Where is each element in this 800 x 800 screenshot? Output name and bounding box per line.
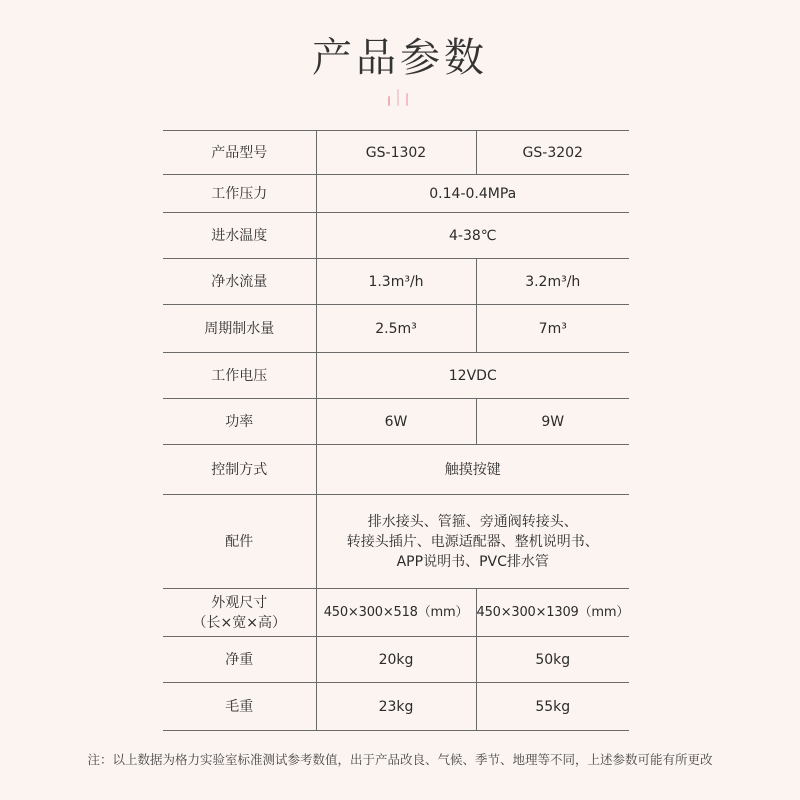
table-row-power [163,399,629,445]
table-row-size [163,589,629,637]
table-row-gross-weight [163,683,629,731]
decoration-bar [388,96,390,106]
size-b-text: 450×300×1309（mm） [476,605,630,620]
size-a-text: 450×300×518（mm） [323,605,469,620]
row-label-pressure: 工作压力 [163,175,316,213]
row-label-cycle: 周期制水量 [163,305,316,353]
flow-b-value: 3.2m³/h [476,259,629,305]
accessories-line: 转接头插片、电源适配器、整机说明书、 [346,533,599,550]
accessories-line: 排水接头、管箍、旁通阀转接头、 [367,513,578,530]
row-label-control: 控制方式 [163,445,316,495]
table-row-net-weight [163,637,629,683]
gross-weight-a-value: 23kg [316,683,476,731]
control-value: 触摸按键 [316,445,629,495]
flow-a-value: 1.3m³/h [316,259,476,305]
table-row-temp [163,213,629,259]
net-weight-b-value: 50kg [476,637,629,683]
row-label-gross-weight: 毛重 [163,683,316,731]
table-row-pressure [163,175,629,213]
power-b-value: 9W [476,399,629,445]
model-b-value: GS-3202 [476,131,629,175]
size-label-line: （长×宽×高） [192,614,286,631]
row-label-voltage: 工作电压 [163,353,316,399]
footnote: 注：以上数据为格力实验室标准测试参考数值，出于产品改良、气候、季节、地理等不同，上述参数可能有所更改 [87,752,713,767]
accessories-line: APP说明书、PVC排水管 [396,553,549,570]
row-label-accessories: 配件 [163,495,316,589]
power-a-value: 6W [316,399,476,445]
row-label-net-weight: 净重 [163,637,316,683]
accessories-value [316,495,629,589]
spec-table [163,130,629,731]
size-b-value [476,589,629,637]
size-a-value [316,589,476,637]
row-label-power: 功率 [163,399,316,445]
row-label-temp: 进水温度 [163,213,316,259]
temp-value: 4-38℃ [316,213,629,259]
net-weight-a-value: 20kg [316,637,476,683]
decoration-bar [406,93,408,106]
voltage-value: 12VDC [316,353,629,399]
table-row-model [163,131,629,175]
row-label-size [163,589,316,637]
row-label-flow: 净水流量 [163,259,316,305]
table-row-accessories [163,495,629,589]
page-title: 产品参数 [312,35,488,81]
size-label-line: 外观尺寸 [211,594,268,611]
gross-weight-b-value: 55kg [476,683,629,731]
table-row-cycle [163,305,629,353]
pressure-value: 0.14-0.4MPa [316,175,629,213]
row-label-model: 产品型号 [163,131,316,175]
decoration-bar [397,89,399,106]
model-a-value: GS-1302 [316,131,476,175]
table-row-flow [163,259,629,305]
title-decoration-icon [386,88,414,106]
cycle-a-value: 2.5m³ [316,305,476,353]
table-row-control [163,445,629,495]
cycle-b-value: 7m³ [476,305,629,353]
table-row-voltage [163,353,629,399]
